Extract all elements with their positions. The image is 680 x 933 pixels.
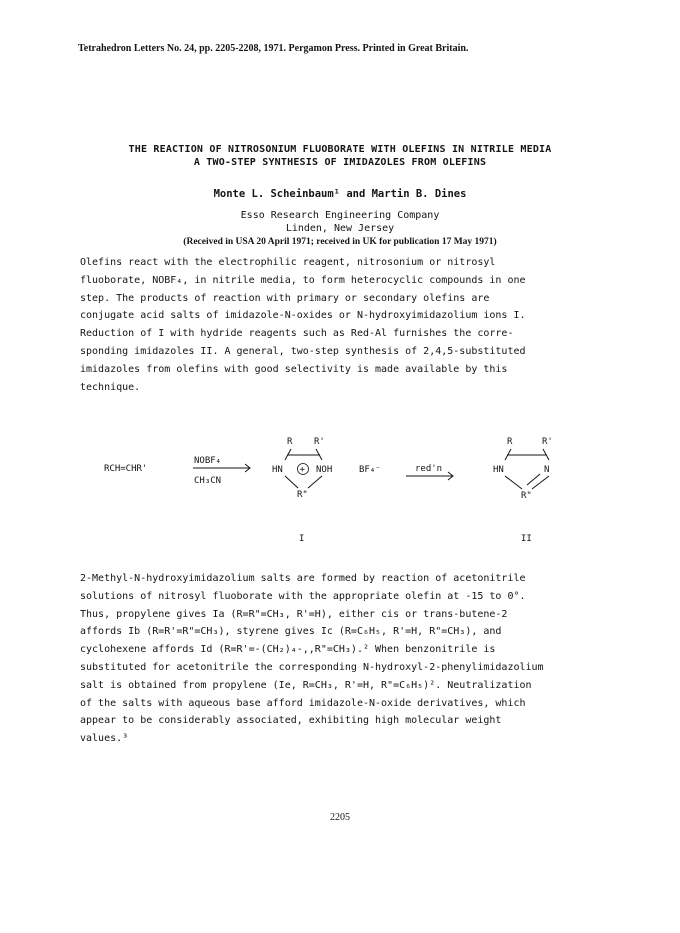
journal-header: Tetrahedron Letters No. 24, pp. 2205-2208, 1971. Pergamon Press. Printed in Great Britain. <box>78 43 469 54</box>
article-title <box>0 143 680 169</box>
compound2-bond-left-bottom <box>505 476 522 489</box>
received-dates: (Received in USA 20 April 1971; received in UK for publication 17 May 1971) <box>183 237 497 247</box>
body-paragraph-2: 2-Methyl-N-hydroxyimidazolium salts are formed by reaction of acetonitrile solutions of nitrosyl fluoborate with the appropriate olefin at -15 to 0°. Thus, propylene gives Ia (R=R"=CH₃, R'=H), either cis or trans-butene-2 affords Ib (R=R'=R"=CH₃), styrene gives Ic (R=C₆H₅, R'=H, R"=CH₃), and cyclohexene affords Id (R=R'=-(CH₂)₄-,,R"=CH₃).² When benzonitrile is substituted for acetonitrile the corresponding N-hydroxyl-2-phenylimidazolium salt is obtained from propylene (Ie, R=CH₃, R'=H, R"=C₆H₅)². Neutralization of the salts with aqueous base afford imidazole-N-oxide derivatives, which appear to be considerably associated, exhibiting high molecular weight values.³ <box>80 573 544 745</box>
title-line-1: THE REACTION OF NITROSONIUM FLUOBORATE WITH OLEFINS IN NITRILE MEDIA <box>128 144 552 155</box>
reagent-ch3cn: CH₃CN <box>194 476 222 486</box>
page-number: 2205 <box>330 812 350 823</box>
compound2-inner-double-bond <box>527 474 540 485</box>
compound1-r: R <box>287 437 293 447</box>
author-line: Monte L. Scheinbaum¹ and Martin B. Dines <box>213 188 467 200</box>
compound2-left-n: HN <box>493 465 504 475</box>
reactant-olefin: RCH=CHR' <box>104 464 148 474</box>
reaction-scheme <box>100 432 600 547</box>
compound1-right-n: NOH <box>316 465 333 475</box>
compound1-label: I <box>299 534 305 544</box>
affiliation-line-1: Esso Research Engineering Company <box>240 210 440 221</box>
compound2-label: II <box>521 534 532 544</box>
compound1-plus: + <box>299 465 305 475</box>
compound2-bond-right-bottom <box>532 476 549 489</box>
compound2-r-prime: R' <box>542 437 553 447</box>
compound1-r-prime: R' <box>314 437 325 447</box>
fluoborate-counterion: BF₄⁻ <box>359 465 381 475</box>
title-line-2: A TWO-STEP SYNTHESIS OF IMIDAZOLES FROM OLEFINS <box>193 157 487 168</box>
body-paragraph-1: Olefins react with the electrophilic reagent, nitrosonium or nitrosyl fluoborate, NOBF₄, in nitrile media, to form heterocyclic compounds in one step. The products of reaction with primary or secondary olefins are conjugate acid salts of imidazole-N-oxides or N-hydroxyimidazolium ions I. Reduction of I with hydride reagents such as Red-Al furnishes the corre- sponding imidazoles II. A general, two-step synthesis of 2,4,5-substituted imidazoles from olefins with good selectivity is made available by this technique. <box>80 257 526 393</box>
compound1-bond-left-bottom <box>285 476 298 488</box>
compound2-r2: R" <box>521 491 532 501</box>
compound1-bond-right-bottom <box>308 476 322 488</box>
reaction-scheme-svg <box>100 432 600 547</box>
reduction-label: red'n <box>415 464 443 474</box>
compound2-right-n: N <box>544 465 550 475</box>
compound1-left-n: HN <box>272 465 283 475</box>
compound1-r2: R" <box>297 490 308 500</box>
affiliation <box>0 210 680 235</box>
compound2-r: R <box>507 437 513 447</box>
affiliation-line-2: Linden, New Jersey <box>285 222 395 234</box>
reagent-nobf4: NOBF₄ <box>194 456 222 466</box>
